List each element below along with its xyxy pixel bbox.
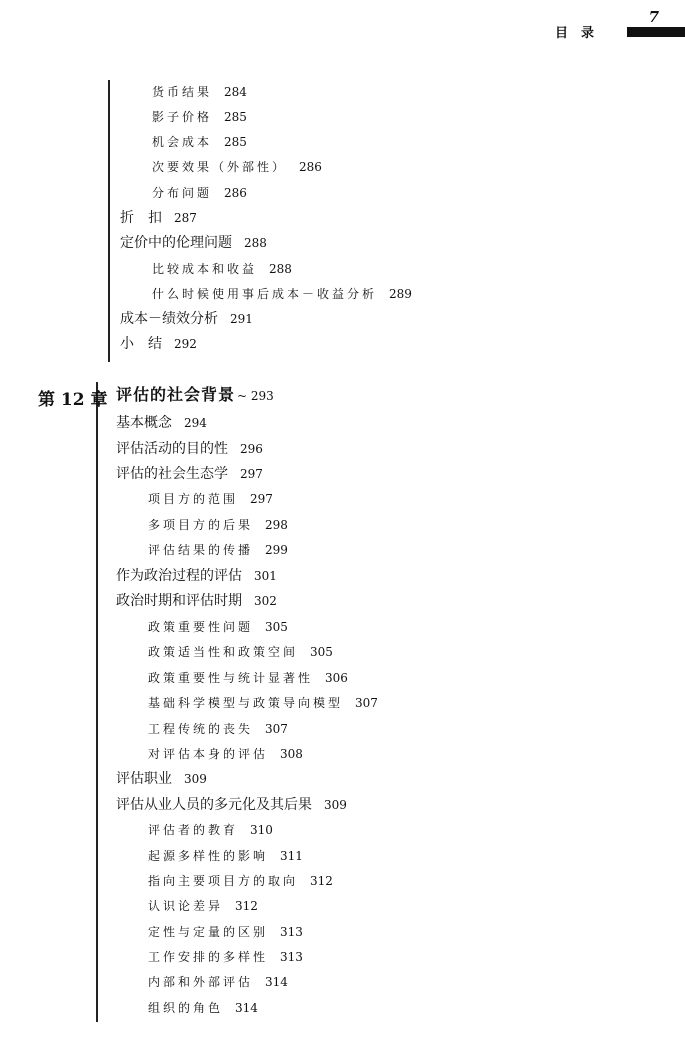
- chapter-title-page: ~ 293: [237, 389, 274, 403]
- header-bar: [627, 27, 685, 37]
- toc-entry: [116, 797, 347, 813]
- toc-entry-page: 309: [324, 798, 347, 812]
- toc-entry-page: 292: [174, 337, 197, 351]
- toc-entry-page: 312: [310, 874, 333, 888]
- toc-entry: [120, 311, 253, 327]
- toc-entry-title: 内部和外部评估: [148, 975, 254, 989]
- toc-entry-page: 313: [280, 950, 303, 964]
- toc-entry-title: 政策重要性与统计显著性: [148, 671, 314, 685]
- toc-entry: [148, 746, 303, 762]
- toc-entry-page: 297: [250, 492, 273, 506]
- toc-entry-page: 309: [184, 772, 207, 786]
- toc-entry: [116, 593, 277, 609]
- toc-entry-title: 成本－绩效分析: [120, 311, 218, 327]
- toc-entry: [148, 542, 288, 558]
- toc-entry-title: 政策重要性问题: [148, 620, 254, 634]
- toc-entry-page: 311: [280, 849, 303, 863]
- toc-entry: [148, 949, 303, 965]
- toc-entry-title: 评估者的教育: [148, 823, 239, 837]
- toc-entry-page: 298: [265, 518, 288, 532]
- toc-entry-title: 影子价格: [152, 110, 213, 124]
- chapter-title-text: 评估的社会背景: [116, 385, 236, 404]
- toc-entry-title: 评估活动的目的性: [116, 441, 228, 457]
- toc-entry-title: 次要效果（外部性）: [152, 160, 288, 174]
- toc-entry-page: 313: [280, 925, 303, 939]
- toc-entry-page: 287: [174, 211, 197, 225]
- toc-entry: [148, 924, 303, 940]
- toc-entry-title: 什么时候使用事后成本－收益分析: [152, 287, 378, 301]
- toc-entry-title: 分布问题: [152, 186, 213, 200]
- toc-entry-title: 基础科学模型与政策导向模型: [148, 696, 344, 710]
- toc-entry-title: 多项目方的后果: [148, 518, 254, 532]
- toc-entry: [152, 185, 247, 201]
- toc-entry-page: 291: [230, 312, 253, 326]
- chapter-label: 第 12 章: [38, 390, 108, 410]
- toc-entry-page: 301: [254, 569, 277, 583]
- toc-entry-title: 对评估本身的评估: [148, 747, 269, 761]
- toc-entry: [148, 619, 288, 635]
- page-number: 7: [648, 8, 659, 26]
- toc-entry-page: 310: [250, 823, 273, 837]
- toc-entry-title: 工程传统的丧失: [148, 722, 254, 736]
- toc-entry-page: 297: [240, 467, 263, 481]
- toc-entry-title: 评估从业人员的多元化及其后果: [116, 797, 312, 813]
- toc-entry-title: 指向主要项目方的取向: [148, 874, 299, 888]
- toc-entry: [148, 1000, 258, 1016]
- toc-entry: [116, 441, 263, 457]
- chapter-12-rule: [96, 382, 98, 1022]
- toc-entry-page: 285: [224, 135, 247, 149]
- toc-entry: [116, 771, 207, 787]
- toc-entry-title: 政治时期和评估时期: [116, 593, 242, 609]
- toc-entry-page: 289: [389, 287, 412, 301]
- toc-entry: [148, 848, 303, 864]
- running-header: [555, 8, 685, 42]
- toc-entry: [148, 873, 333, 889]
- toc-entry: [152, 109, 247, 125]
- toc-entry-page: 312: [235, 899, 258, 913]
- toc-entry: [148, 491, 273, 507]
- toc-entry-title: 评估的社会生态学: [116, 466, 228, 482]
- toc-entry: [148, 517, 288, 533]
- toc-entry-title: 基本概念: [116, 415, 172, 431]
- toc-entry-page: 307: [355, 696, 378, 710]
- toc-entry-title: 认识论差异: [148, 899, 224, 913]
- toc-entry: [152, 134, 247, 150]
- toc-entry-page: 285: [224, 110, 247, 124]
- toc-entry-title: 小 结: [120, 336, 162, 352]
- toc-entry-title: 比较成本和收益: [152, 262, 258, 276]
- toc-entry-page: 308: [280, 747, 303, 761]
- toc-entry-title: 评估职业: [116, 771, 172, 787]
- toc-entry-title: 政策适当性和政策空间: [148, 645, 299, 659]
- toc-entry-page: 288: [244, 236, 267, 250]
- toc-entry: [148, 822, 273, 838]
- toc-entry-page: 305: [310, 645, 333, 659]
- toc-entry: [152, 261, 292, 277]
- toc-entry: [148, 898, 258, 914]
- toc-entry: [152, 286, 412, 302]
- toc-entry-title: 机会成本: [152, 135, 213, 149]
- toc-entry-page: 306: [325, 671, 348, 685]
- toc-entry-title: 折 扣: [120, 210, 162, 226]
- toc-entry: [116, 415, 207, 431]
- toc-entry-title: 组织的角色: [148, 1001, 224, 1015]
- toc-entry: [152, 159, 322, 175]
- toc-entry-page: 288: [269, 262, 292, 276]
- toc-entry: [116, 568, 277, 584]
- toc-entry-title: 定价中的伦理问题: [120, 235, 232, 251]
- toc-entry: [120, 210, 197, 226]
- toc-entry-page: 294: [184, 416, 207, 430]
- toc-entry-title: 起源多样性的影响: [148, 849, 269, 863]
- toc-entry-page: 314: [265, 975, 288, 989]
- toc-entry-page: 314: [235, 1001, 258, 1015]
- toc-entry: [148, 644, 333, 660]
- toc-entry: [148, 974, 288, 990]
- toc-entry-title: 项目方的范围: [148, 492, 239, 506]
- toc-entry-title: 货币结果: [152, 85, 213, 99]
- toc-entry: [120, 336, 197, 352]
- chapter-title: [116, 387, 274, 405]
- chapter-11-rule: [108, 80, 110, 362]
- toc-entry-page: 284: [224, 85, 247, 99]
- toc-entry-title: 定性与定量的区别: [148, 925, 269, 939]
- toc-entry-page: 302: [254, 594, 277, 608]
- toc-entry: [120, 235, 267, 251]
- toc-entry: [148, 695, 378, 711]
- running-header-label: 目 录: [555, 26, 595, 41]
- toc-entry-page: 305: [265, 620, 288, 634]
- toc-entry: [148, 670, 348, 686]
- toc-entry-page: 299: [265, 543, 288, 557]
- toc-entry-title: 评估结果的传播: [148, 543, 254, 557]
- toc-entry-page: 296: [240, 442, 263, 456]
- toc-entry-title: 作为政治过程的评估: [116, 568, 242, 584]
- toc-entry: [116, 466, 263, 482]
- toc-entry-title: 工作安排的多样性: [148, 950, 269, 964]
- toc-entry-page: 307: [265, 722, 288, 736]
- toc-entry: [148, 721, 288, 737]
- toc-entry: [152, 84, 247, 100]
- toc-entry-page: 286: [299, 160, 322, 174]
- toc-entry-page: 286: [224, 186, 247, 200]
